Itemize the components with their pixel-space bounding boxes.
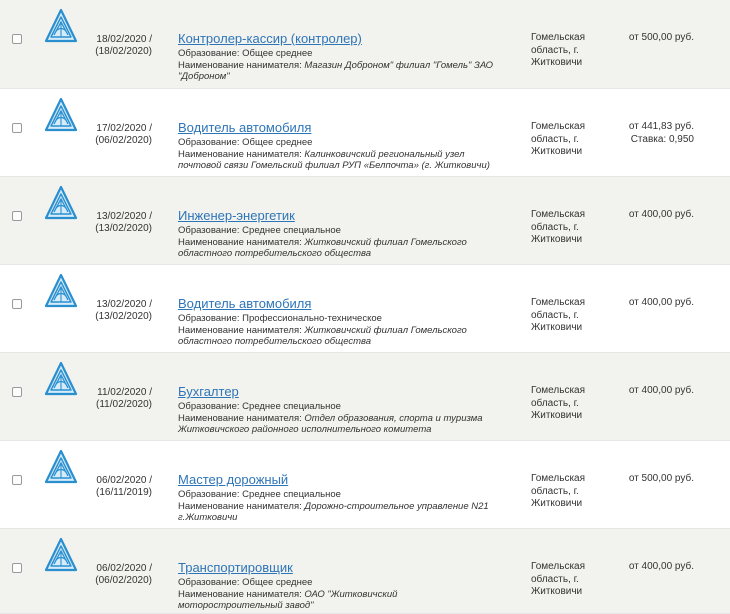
region-line-3: Житковичи <box>531 234 583 245</box>
vacancy-region <box>531 385 611 423</box>
employer-line <box>178 149 518 161</box>
region-line-2: область, г. <box>531 309 579 321</box>
education-label: Образование: <box>178 489 240 500</box>
education-line <box>178 225 518 237</box>
vacancy-region <box>531 209 611 247</box>
employer-name-continued: моторостроительный завод" <box>178 600 314 611</box>
education-value: Среднее специальное <box>242 225 341 236</box>
education-value: Среднее специальное <box>242 401 341 412</box>
employer-line-2 <box>178 424 518 436</box>
vacancy-salary <box>604 561 694 574</box>
vacancy-row <box>0 265 730 353</box>
employment-service-logo-icon <box>44 8 78 44</box>
vacancy-info <box>178 383 518 436</box>
vacancy-region <box>531 561 611 599</box>
vacancy-row <box>0 529 730 614</box>
original-date: (13/02/2020) <box>95 223 152 234</box>
employer-line-2 <box>178 600 518 612</box>
region-line-1: Гомельская <box>531 32 586 43</box>
vacancy-checkbox[interactable] <box>12 211 22 221</box>
posted-date: 11/02/2020 / <box>97 387 152 398</box>
education-label: Образование: <box>178 401 240 412</box>
vacancy-info <box>178 207 518 260</box>
region-line-1: Гомельская <box>531 473 586 484</box>
vacancy-title-link[interactable]: Контролер-кассир (контролер) <box>178 31 362 46</box>
vacancy-checkbox[interactable] <box>12 387 22 397</box>
vacancy-salary <box>604 297 694 310</box>
vacancy-region <box>531 32 611 70</box>
region-line-2: область, г. <box>531 44 579 56</box>
region-line-3: Житковичи <box>531 410 583 421</box>
education-line <box>178 489 518 501</box>
vacancy-date <box>82 211 152 235</box>
employer-label: Наименование нанимателя: <box>178 148 302 160</box>
salary-value: от 500,00 руб. <box>628 473 694 484</box>
employer-line <box>178 413 518 425</box>
employment-service-logo-icon <box>44 97 78 133</box>
employer-label: Наименование нанимателя: <box>178 588 302 600</box>
salary-value: от 400,00 руб. <box>628 561 694 572</box>
employer-name: Житковичский филиал Гомельского <box>304 236 467 248</box>
vacancy-title-link[interactable]: Инженер-энергетик <box>178 208 295 223</box>
vacancy-title-link[interactable]: Водитель автомобиля <box>178 296 312 311</box>
education-label: Образование: <box>178 577 240 588</box>
vacancy-date <box>82 475 152 499</box>
employer-line-2 <box>178 71 518 83</box>
vacancy-info <box>178 30 518 83</box>
vacancy-date <box>82 123 152 147</box>
posted-date: 18/02/2020 / <box>96 34 152 45</box>
vacancy-salary <box>604 385 694 398</box>
posted-date: 06/02/2020 / <box>96 475 152 486</box>
employer-name: Калинковичский региональный узел <box>304 148 465 160</box>
region-line-2: область, г. <box>531 133 579 145</box>
region-line-2: область, г. <box>531 221 579 233</box>
vacancy-row <box>0 441 730 529</box>
vacancy-row <box>0 89 730 177</box>
education-value: Профессионально-техническое <box>242 313 382 324</box>
salary-value: от 400,00 руб. <box>628 297 694 308</box>
region-line-1: Гомельская <box>531 385 586 396</box>
posted-date: 13/02/2020 / <box>96 299 152 310</box>
employment-service-logo-icon <box>44 449 78 485</box>
salary-value: от 400,00 руб. <box>628 385 694 396</box>
original-date: (06/02/2020) <box>95 135 152 146</box>
region-line-2: область, г. <box>531 397 579 409</box>
vacancy-row <box>0 353 730 441</box>
employer-line <box>178 60 518 72</box>
vacancy-salary <box>604 121 694 146</box>
employer-line <box>178 325 518 337</box>
vacancy-checkbox[interactable] <box>12 475 22 485</box>
employer-line-2 <box>178 512 518 524</box>
region-line-3: Житковичи <box>531 146 583 157</box>
original-date: (18/02/2020) <box>95 46 152 57</box>
vacancy-date <box>82 563 152 587</box>
employer-name: ОАО "Житковичский <box>304 588 398 600</box>
vacancy-info <box>178 559 518 612</box>
education-value: Общее среднее <box>242 577 313 588</box>
vacancy-date <box>82 387 152 411</box>
vacancy-salary <box>604 473 694 486</box>
employer-label: Наименование нанимателя: <box>178 412 302 424</box>
vacancy-region <box>531 121 611 159</box>
salary-value: от 441,83 руб. <box>628 121 694 132</box>
vacancy-info <box>178 119 518 172</box>
region-line-2: область, г. <box>531 573 579 585</box>
region-line-3: Житковичи <box>531 322 583 333</box>
education-label: Образование: <box>178 313 240 324</box>
posted-date: 06/02/2020 / <box>96 563 152 574</box>
salary-value: от 500,00 руб. <box>628 32 694 43</box>
employer-label: Наименование нанимателя: <box>178 324 302 336</box>
employer-name-continued: "Доброном" <box>178 71 230 82</box>
employer-name: Дорожно-строительное управление N21 <box>304 500 489 512</box>
education-line <box>178 313 518 325</box>
employer-line <box>178 501 518 513</box>
employment-service-logo-icon <box>44 185 78 221</box>
region-line-3: Житковичи <box>531 498 583 509</box>
region-line-2: область, г. <box>531 485 579 497</box>
employer-line <box>178 589 518 601</box>
education-label: Образование: <box>178 137 240 148</box>
education-line <box>178 48 518 60</box>
vacancy-checkbox[interactable] <box>12 123 22 133</box>
vacancy-row <box>0 177 730 265</box>
salary-rate: Ставка: 0,950 <box>630 133 694 145</box>
employer-name-continued: Житковичского районного исполнительного комитета <box>178 424 432 435</box>
education-line <box>178 401 518 413</box>
education-label: Образование: <box>178 48 240 59</box>
vacancy-region <box>531 473 611 511</box>
employment-service-logo-icon <box>44 273 78 309</box>
original-date: (16/11/2019) <box>96 487 152 498</box>
employer-label: Наименование нанимателя: <box>178 59 302 71</box>
employer-label: Наименование нанимателя: <box>178 500 302 512</box>
vacancy-checkbox[interactable] <box>12 299 22 309</box>
employer-name-continued: областного потребительского общества <box>178 248 372 259</box>
employer-name-continued: областного потребительского общества <box>178 336 372 347</box>
original-date: (11/02/2020) <box>96 399 152 410</box>
vacancy-title-link[interactable]: Транспортировщик <box>178 560 293 575</box>
vacancy-info <box>178 471 518 524</box>
employer-name: Отдел образования, спорта и туризма <box>304 412 483 424</box>
region-line-1: Гомельская <box>531 121 586 132</box>
vacancy-info <box>178 295 518 348</box>
vacancy-title-link[interactable]: Бухгалтер <box>178 384 239 399</box>
region-line-3: Житковичи <box>531 586 583 597</box>
vacancy-region <box>531 297 611 335</box>
vacancy-title-link[interactable]: Мастер дорожный <box>178 472 289 487</box>
employer-name-continued: почтовой связи Гомельский филиал РУП «Белпочта» (г. Житковичи) <box>178 160 490 171</box>
employer-line-2 <box>178 336 518 348</box>
vacancy-checkbox[interactable] <box>12 563 22 573</box>
vacancy-title-link[interactable]: Водитель автомобиля <box>178 120 312 135</box>
employment-service-logo-icon <box>44 537 78 573</box>
vacancy-salary <box>604 32 694 45</box>
region-line-1: Гомельская <box>531 297 586 308</box>
employer-name: Магазин Доброном" филиал "Гомель" ЗАО <box>304 59 494 71</box>
posted-date: 17/02/2020 / <box>96 123 152 134</box>
posted-date: 13/02/2020 / <box>96 211 152 222</box>
employer-line-2 <box>178 248 518 260</box>
original-date: (06/02/2020) <box>95 575 152 586</box>
education-value: Общее среднее <box>242 137 313 148</box>
employer-name-continued: г.Житковичи <box>178 512 238 523</box>
employment-service-logo-icon <box>44 361 78 397</box>
vacancy-checkbox[interactable] <box>12 34 22 44</box>
education-value: Среднее специальное <box>242 489 341 500</box>
vacancy-salary <box>604 209 694 222</box>
vacancy-row <box>0 0 730 89</box>
education-value: Общее среднее <box>242 48 313 59</box>
education-line <box>178 577 518 589</box>
employer-line-2 <box>178 160 518 172</box>
vacancy-date <box>82 299 152 323</box>
employer-label: Наименование нанимателя: <box>178 236 302 248</box>
employer-line <box>178 237 518 249</box>
employer-name: Житковичский филиал Гомельского <box>304 324 467 336</box>
salary-value: от 400,00 руб. <box>628 209 694 220</box>
region-line-1: Гомельская <box>531 209 586 220</box>
region-line-1: Гомельская <box>531 561 586 572</box>
education-line <box>178 137 518 149</box>
region-line-3: Житковичи <box>531 57 583 68</box>
education-label: Образование: <box>178 225 240 236</box>
vacancy-date <box>82 34 152 58</box>
original-date: (13/02/2020) <box>95 311 152 322</box>
